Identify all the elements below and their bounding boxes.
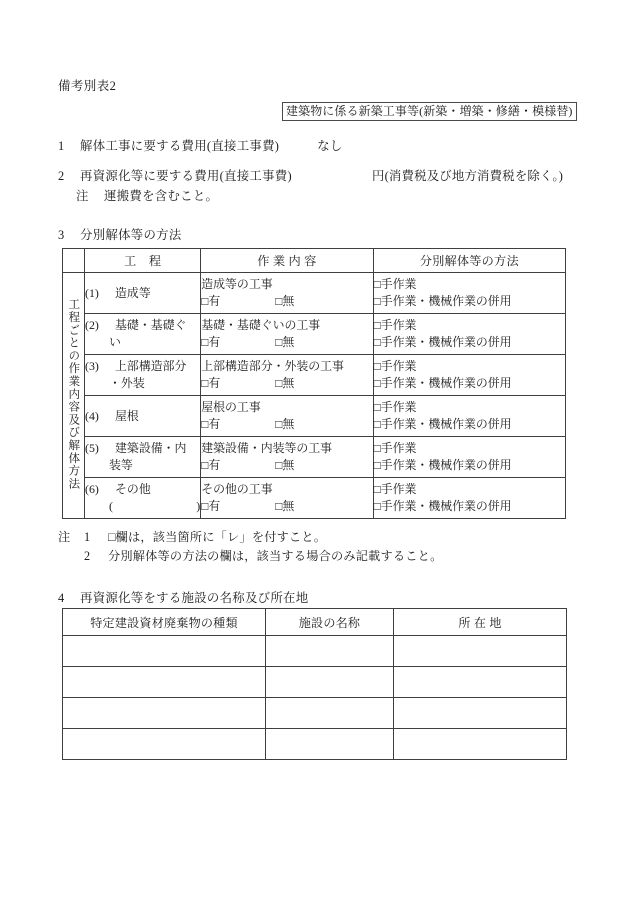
checkbox-manual-6[interactable]: □手作業 [373, 482, 417, 497]
process-number-1: (1) [85, 285, 99, 300]
process-number-3: (3) [85, 359, 99, 374]
process-number-6: (6) [85, 482, 99, 497]
column-header-work-content [201, 249, 373, 273]
checkbox-work-yes-6[interactable]: □有 [201, 499, 221, 513]
checkbox-manual-5[interactable]: □手作業 [373, 441, 417, 456]
work-checkboxes-5 [201, 457, 372, 474]
checkbox-manual-machine-2[interactable]: □手作業・機械作業の併用 [373, 335, 512, 349]
table-row [63, 478, 566, 519]
notes-label: 注 [58, 530, 71, 544]
facility-location-2[interactable] [394, 667, 567, 698]
column-header-location-label: 所 在 地 [458, 615, 502, 630]
work-title-4: 屋根の工事 [201, 400, 261, 415]
note-number-1: 1 [84, 530, 91, 544]
work-cell-2 [201, 314, 373, 355]
facility-name-3[interactable] [266, 698, 394, 729]
vertical-header-spacer [63, 249, 85, 273]
vertical-header-cell [63, 273, 85, 519]
work-cell-1 [201, 273, 373, 314]
checkbox-manual-machine-3[interactable]: □手作業・機械作業の併用 [373, 376, 512, 390]
process-name-4: 屋根 [115, 408, 139, 423]
column-header-facility-name-label: 施設の名称 [298, 615, 361, 630]
checkbox-work-yes-1[interactable]: □有 [201, 294, 221, 308]
method-cell-4 [373, 396, 565, 437]
item-3-number: 3 [58, 228, 65, 242]
facility-waste-type-1[interactable] [63, 636, 266, 667]
facility-location-4[interactable] [394, 729, 567, 760]
process-name-6: その他 [115, 482, 151, 497]
note-number-2: 2 [84, 548, 91, 563]
checkbox-work-no-6[interactable]: □無 [275, 499, 295, 513]
facility-table [62, 608, 567, 760]
column-header-waste-type [63, 609, 266, 636]
process-number-4: (4) [85, 408, 99, 423]
process-name-3-line2: ・外装 [109, 376, 145, 390]
work-checkboxes-2 [201, 334, 372, 351]
checkbox-manual-2[interactable]: □手作業 [373, 318, 417, 333]
work-title-2: 基礎・基礎ぐいの工事 [201, 318, 321, 333]
process-number-5: (5) [85, 441, 99, 456]
column-header-waste-type-label: 特定建設資材廃棄物の種類 [90, 615, 238, 630]
facility-location-1[interactable] [394, 636, 567, 667]
process-name-3: 上部構造部分 [115, 359, 187, 374]
item-1-number: 1 [58, 139, 65, 153]
process-other-input-6[interactable]: ( ) [109, 499, 201, 513]
item-2-recycling-cost [58, 166, 292, 184]
item-2-yen-note: 円(消費税及び地方消費税を除く。) [372, 169, 564, 183]
process-cell-5 [85, 437, 201, 478]
process-cell-1 [85, 273, 201, 314]
method-cell-2 [373, 314, 565, 355]
work-cell-3 [201, 355, 373, 396]
work-title-1: 造成等の工事 [201, 277, 273, 292]
process-name-5-line2: 装等 [109, 458, 133, 472]
work-checkboxes-4 [201, 416, 372, 433]
method-cell-3 [373, 355, 565, 396]
column-header-process-label: 工 程 [124, 254, 162, 268]
checkbox-work-no-3[interactable]: □無 [275, 376, 295, 390]
item-3-label: 分別解体等の方法 [80, 228, 182, 242]
checkbox-manual-3[interactable]: □手作業 [373, 359, 417, 374]
process-name-1: 造成等 [115, 285, 151, 300]
checkbox-work-no-1[interactable]: □無 [275, 294, 295, 308]
checkbox-work-no-4[interactable]: □無 [275, 417, 295, 431]
method-cell-5 [373, 437, 565, 478]
checkbox-manual-4[interactable]: □手作業 [373, 400, 417, 415]
table-row [63, 396, 566, 437]
work-checkboxes-3 [201, 375, 372, 392]
item-2-note-label: 注 [76, 189, 89, 203]
checkbox-work-yes-3[interactable]: □有 [201, 376, 221, 390]
item-4-label: 再資源化等をする施設の名称及び所在地 [80, 591, 309, 605]
checkbox-work-yes-4[interactable]: □有 [201, 417, 221, 431]
work-title-6: その他の工事 [201, 482, 273, 497]
work-cell-5 [201, 437, 373, 478]
method-cell-6 [373, 478, 565, 519]
table-row [63, 636, 567, 667]
checkbox-work-yes-5[interactable]: □有 [201, 458, 221, 472]
checkbox-manual-machine-4[interactable]: □手作業・機械作業の併用 [373, 417, 512, 431]
work-title-5: 建築設備・内装等の工事 [201, 441, 333, 456]
work-cell-4 [201, 396, 373, 437]
column-header-work-content-label: 作 業 内 容 [257, 254, 317, 268]
process-number-2: (2) [85, 318, 99, 333]
checkbox-manual-machine-5[interactable]: □手作業・機械作業の併用 [373, 458, 512, 472]
table-row [63, 698, 567, 729]
process-cell-3 [85, 355, 201, 396]
note-row-2 [58, 547, 442, 566]
process-cell-6 [85, 478, 201, 519]
work-cell-6 [201, 478, 373, 519]
facility-location-3[interactable] [394, 698, 567, 729]
item-2-note [76, 186, 218, 204]
checkbox-manual-machine-1[interactable]: □手作業・機械作業の併用 [373, 294, 512, 308]
item-4-number: 4 [58, 591, 65, 605]
column-header-method [373, 249, 565, 273]
process-cell-2 [85, 314, 201, 355]
vertical-header-label: 工程ごとの作業内容及び解体方法 [67, 297, 81, 490]
method-cell-1 [373, 273, 565, 314]
work-title-3: 上部構造部分・外装の工事 [201, 359, 344, 374]
item-1-value: なし [317, 139, 343, 153]
boxed-construction-type-title: 建築物に係る新築工事等(新築・増築・修繕・模様替) [282, 102, 577, 121]
item-2-note-text: 運搬費を含むこと。 [104, 189, 219, 203]
table-row [63, 729, 567, 760]
separation-method-table [62, 248, 566, 519]
page-title: 備考別表2 [58, 79, 117, 93]
column-header-method-label: 分別解体等の方法 [419, 254, 519, 268]
item-3-separation-method-heading [58, 225, 182, 243]
table-notes [58, 528, 442, 566]
checkbox-work-no-2[interactable]: □無 [275, 335, 295, 349]
column-header-facility-name [266, 609, 394, 636]
item-4-facility-heading [58, 588, 308, 606]
facility-table-header-row [63, 609, 567, 636]
checkbox-manual-1[interactable]: □手作業 [373, 277, 417, 292]
table-row [63, 273, 566, 314]
facility-name-4[interactable] [266, 729, 394, 760]
work-checkboxes-6 [201, 498, 372, 515]
item-2-number: 2 [58, 169, 65, 183]
note-text-2: 分別解体等の方法の欄は，該当する場合のみ記載すること。 [108, 548, 443, 563]
table-header-row [63, 249, 566, 273]
process-name-5: 建築設備・内 [115, 441, 187, 456]
table-row [63, 437, 566, 478]
table-row [63, 355, 566, 396]
item-1-label: 解体工事に要する費用(直接工事費) [80, 139, 280, 153]
note-text-1: □欄は，該当箇所に「レ」を付すこと。 [108, 530, 327, 544]
column-header-location [394, 609, 567, 636]
facility-waste-type-4[interactable] [63, 729, 266, 760]
facility-waste-type-2[interactable] [63, 667, 266, 698]
note-row-1 [58, 528, 442, 547]
work-checkboxes-1 [201, 293, 372, 310]
item-1-demolition-cost [58, 136, 343, 154]
checkbox-work-no-5[interactable]: □無 [275, 458, 295, 472]
column-header-process [85, 249, 201, 273]
checkbox-manual-machine-6[interactable]: □手作業・機械作業の併用 [373, 499, 512, 513]
facility-name-2[interactable] [266, 667, 394, 698]
table-row [63, 667, 567, 698]
checkbox-work-yes-2[interactable]: □有 [201, 335, 221, 349]
item-2-label: 再資源化等に要する費用(直接工事費) [80, 169, 292, 183]
facility-waste-type-3[interactable] [63, 698, 266, 729]
process-name-2: 基礎・基礎ぐ [115, 318, 187, 333]
facility-name-1[interactable] [266, 636, 394, 667]
table-row [63, 314, 566, 355]
process-cell-4 [85, 396, 201, 437]
process-name-2-line2: い [109, 335, 121, 349]
